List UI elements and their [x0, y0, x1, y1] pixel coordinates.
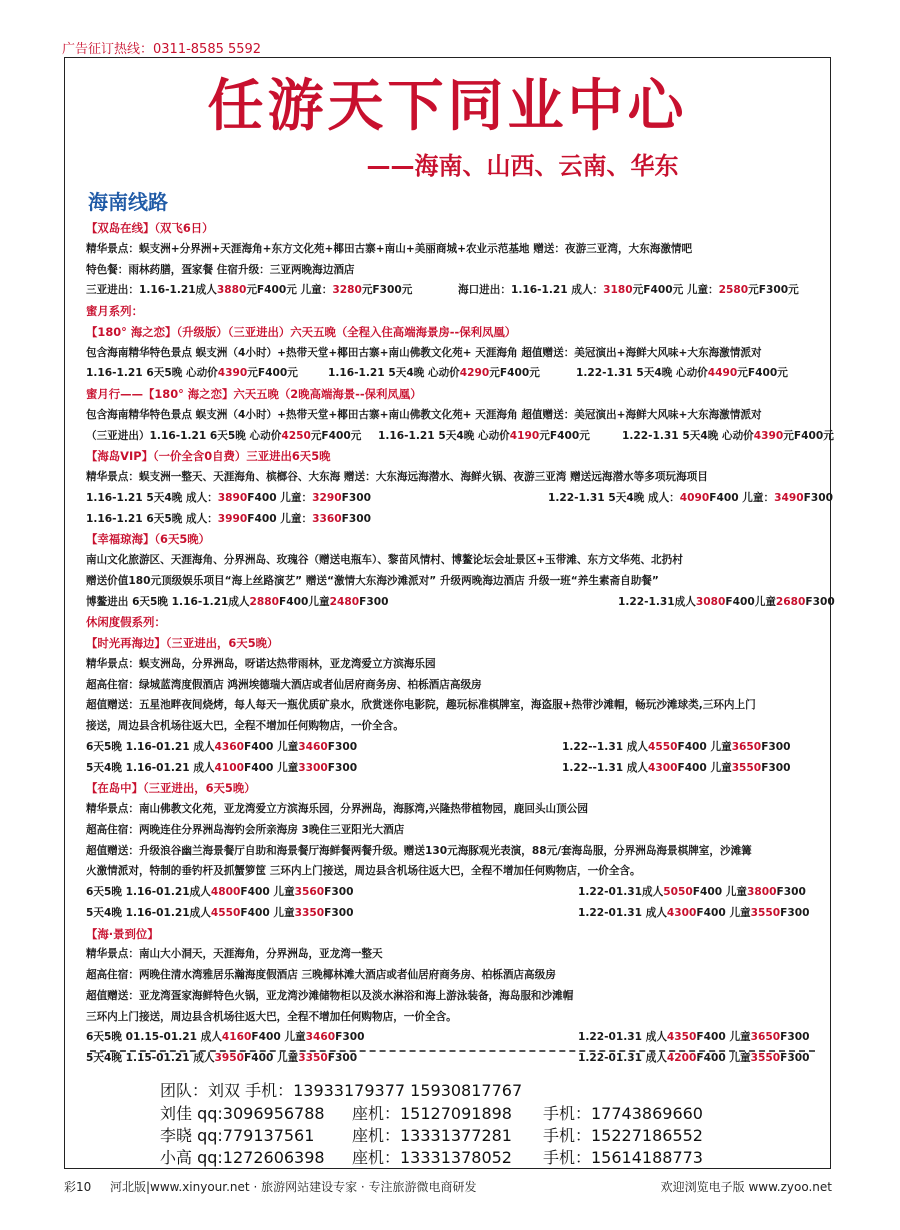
price: 4800 — [210, 886, 241, 898]
price: 3280 — [332, 284, 362, 297]
price: 3990 — [217, 512, 248, 525]
price: 4550 — [647, 740, 678, 753]
route-detail — [86, 944, 826, 965]
price: 4100 — [214, 761, 245, 774]
label: 元F400元 — [737, 367, 788, 380]
label: 元F400元 — [489, 367, 540, 380]
text-segment — [86, 882, 353, 903]
price: 2480 — [329, 595, 360, 608]
route-detail — [86, 675, 826, 696]
label: 1.22-01.31 成人 — [578, 1031, 667, 1044]
route-detail — [86, 405, 826, 426]
contact-qq: 小高 qq:1272606398 — [160, 1148, 325, 1167]
text-segment — [86, 1007, 457, 1028]
label: 1.22-1.31 5天4晚 心动价 — [576, 367, 708, 380]
text-segment — [86, 758, 357, 779]
label: F400 儿童 — [696, 1031, 751, 1044]
contact-landline: 座机：13331377281 — [352, 1126, 512, 1145]
route-detail — [86, 1007, 826, 1028]
label: F400 儿童 — [240, 906, 295, 919]
text-segment — [86, 260, 355, 281]
label: F300 — [780, 1031, 810, 1044]
route-detail — [86, 965, 826, 986]
text-segment — [86, 716, 404, 737]
label: F300 — [780, 906, 810, 919]
price: 4160 — [221, 1031, 252, 1044]
label: F300 — [803, 491, 833, 504]
label: 1.22--1.31 成人 — [562, 761, 648, 774]
label: （三亚进出）1.16-1.21 6天5晚 心动价 — [86, 429, 282, 442]
label: 蜜月行——【180° 海之恋】六天五晚（2晚高端海景--保利凤凰） — [86, 387, 422, 401]
label: F300 — [359, 595, 389, 608]
label: 元F400元 — [247, 367, 298, 380]
label: F400 儿童 — [696, 1052, 751, 1064]
text-segment — [86, 820, 404, 841]
text-segment — [86, 986, 573, 1007]
label: 精华景点：南山大小洞天，天涯海角，分界洲岛，亚龙湾一整天 — [86, 948, 383, 961]
label: F300 — [341, 512, 371, 525]
contact-qq: 李晓 qq:779137561 — [160, 1126, 315, 1145]
price: 3890 — [217, 491, 248, 504]
text-segment — [86, 239, 692, 260]
label: 特色餐：雨林药膳，疍家餐 住宿升级：三亚两晚海边酒店 — [86, 263, 355, 276]
route-detail — [86, 758, 826, 779]
text-segment — [578, 1027, 810, 1048]
text-segment — [328, 363, 540, 384]
label: 火激情派对，特制的垂钓杆及抓蟹箩筐 三环内上门接送，周边县含机场往返大巴，全程不增加任何购物店，一价全含。 — [86, 865, 641, 878]
label: F400 儿童 — [251, 1031, 306, 1044]
route-heading — [86, 322, 826, 343]
text-segment — [86, 924, 159, 945]
page-subtitle: ——海南、山西、云南、华东 — [366, 152, 679, 180]
label: F400 儿童 — [240, 886, 295, 898]
text-segment — [86, 467, 708, 488]
price: 3300 — [298, 761, 328, 774]
label: F400 儿童 — [692, 886, 747, 898]
label: 【海·景到位】 — [86, 926, 159, 941]
route-detail — [86, 488, 833, 509]
label: 超高住宿：两晚连住分界洲岛海钓会所亲海房 3晚住三亚阳光大酒店 — [86, 823, 405, 836]
text-segment — [622, 426, 834, 447]
route-detail — [86, 363, 826, 384]
text-segment — [86, 592, 388, 613]
route-detail — [86, 550, 826, 571]
label: 博鳌进出 6天5晚 1.16-1.21成人 — [86, 595, 250, 608]
text-segment — [86, 965, 556, 986]
label: 5天4晚 1.16-01.21 成人 — [86, 761, 215, 774]
label: 精华景点：南山佛教文化苑，亚龙湾爱立方滨海乐园，分界洲岛，海豚湾,兴隆热带植物园，鹿回头山顶公园 — [86, 803, 588, 815]
label: F400 儿童 — [244, 740, 299, 753]
route-detail — [86, 239, 826, 260]
text-segment — [562, 737, 791, 758]
page-title: 任游天下同业中心 — [207, 73, 688, 139]
price: 2680 — [775, 595, 806, 608]
label: F300 — [776, 886, 806, 898]
price: 3290 — [312, 491, 342, 504]
price: 5050 — [663, 886, 693, 898]
text-segment — [86, 903, 353, 924]
text-segment — [86, 944, 383, 965]
price: 3550 — [731, 761, 762, 774]
label: 1.16-1.21 6天5晚 成人： — [86, 512, 218, 525]
label: F300 — [327, 740, 358, 753]
contact-mobile: 手机：17743869660 — [543, 1104, 703, 1123]
route-detail — [86, 695, 826, 716]
route-detail — [86, 260, 826, 281]
label: 精华景点：蜈支洲一整天、天涯海角、槟榔谷、大东海 赠送：大东海远海潜水、海鲜火锅、夜游三亚湾 赠送远海潜水等多项玩海项目 — [86, 471, 708, 483]
label: 精华景点：蜈支洲岛，分界洲岛，呀诺达热带雨林，亚龙湾爱立方滨海乐园 — [86, 657, 436, 670]
route-heading — [86, 612, 826, 633]
label: 超高住宿：两晚住清水湾雅居乐瀚海度假酒店 三晚椰林滩大酒店或者仙居府商务房、柏栎酒店高级房 — [86, 969, 556, 981]
label: 5天4晚 1.15-01.21 成人 — [86, 1052, 215, 1064]
price: 4300 — [647, 761, 678, 774]
route-heading — [86, 633, 826, 654]
text-segment — [86, 509, 371, 530]
label: F400儿童 — [725, 595, 776, 608]
label: 南山文化旅游区、天涯海角、分界洲岛、玫瑰谷（赠送电瓶车）、黎苗风情村、博鳌论坛会址景区+玉带滩、东方文华苑、北扔村 — [86, 554, 683, 566]
price: 3950 — [214, 1052, 245, 1064]
label: 超高住宿：绿城蓝湾度假酒店 鸿洲埃德瑞大酒店或者仙居府商务房、柏栎酒店高级房 — [86, 678, 482, 691]
text-segment — [378, 426, 590, 447]
label: 三亚进出：1.16-1.21成人 — [86, 284, 217, 297]
label: 1.22-01.31 成人 — [578, 1052, 667, 1064]
contact-team: 团队：刘双 手机：13933179377 15930817767 — [160, 1081, 523, 1100]
label: 元F400元 儿童： — [246, 284, 333, 297]
text-segment — [86, 695, 756, 716]
label: 元F400元 — [539, 429, 590, 442]
price: 3460 — [298, 740, 328, 753]
price: 3350 — [298, 1052, 328, 1064]
text-segment — [86, 1027, 365, 1048]
route-heading — [86, 384, 826, 405]
label: 【双岛在线】（双飞6日） — [86, 221, 214, 235]
price: 3360 — [312, 512, 342, 525]
text-segment — [86, 363, 298, 384]
route-detail — [86, 903, 826, 924]
route-heading — [86, 778, 826, 799]
route-detail — [86, 654, 826, 675]
label: F300 — [805, 595, 835, 608]
route-detail — [86, 426, 834, 447]
label: 超值赠送：亚龙湾疍家海鲜特色火锅，亚龙湾沙滩储物柜以及淡水淋浴和海上游泳装备，海岛服和沙滩帽 — [86, 989, 574, 1002]
text-segment — [86, 384, 422, 405]
text-segment — [562, 758, 791, 779]
text-segment — [548, 488, 833, 509]
price: 2880 — [249, 595, 280, 608]
label: 包含海南精华特色景点 蜈支洲（4小时）+热带天堂+椰田古寨+南山佛教文化苑+ 天涯海角 超值赠送：美冠演出+海鲜大风味+大东海激情派对 — [86, 408, 762, 421]
label: 1.22-1.31 5天4晚 心动价 — [622, 429, 754, 442]
text-segment — [86, 571, 659, 592]
route-detail — [86, 467, 826, 488]
label: 1.22-01.31成人 — [578, 886, 664, 898]
route-detail — [86, 571, 826, 592]
text-segment — [458, 280, 799, 301]
divider — [90, 1050, 815, 1052]
label: 5天4晚 1.16-01.21成人 — [86, 906, 211, 919]
text-segment — [86, 405, 762, 426]
label: 6天5晚 01.15-01.21 成人 — [86, 1031, 222, 1044]
label: F400 儿童 — [244, 761, 299, 774]
price: 2580 — [718, 284, 749, 297]
label: F400儿童 — [279, 595, 330, 608]
route-detail — [86, 343, 826, 364]
label: F300 — [324, 886, 354, 898]
text-segment — [86, 612, 166, 633]
text-segment — [86, 446, 331, 467]
contact-landline: 座机：15127091898 — [352, 1104, 512, 1123]
text-segment — [86, 633, 278, 654]
contact-landline: 座机：13331378052 — [352, 1148, 512, 1167]
route-detail — [86, 716, 826, 737]
price: 3560 — [294, 886, 325, 898]
label: 1.16-1.21 5天4晚 心动价 — [328, 367, 460, 380]
route-heading — [86, 446, 826, 467]
label: 6天5晚 1.16-01.21 成人 — [86, 740, 215, 753]
label: F400 儿童： — [247, 512, 313, 525]
label: 元F400元 儿童： — [632, 284, 719, 297]
label: 元F300元 — [748, 284, 799, 297]
route-heading — [86, 529, 826, 550]
label: F300 — [341, 491, 371, 504]
text-segment — [86, 218, 214, 239]
label: F400 儿童 — [677, 761, 732, 774]
label: 1.22-01.31 成人 — [578, 906, 667, 919]
label: F400 儿童 — [677, 740, 732, 753]
price: 4290 — [459, 367, 490, 380]
label: F300 — [780, 1052, 810, 1064]
label: F300 — [327, 1052, 358, 1064]
label: 超值赠送：升级浪谷幽兰海景餐厅自助和海景餐厅海鲜餐两餐升级。赠送130元海豚观光表演，88元/套海岛服，分界洲岛海景棋牌室，沙滩篝 — [86, 844, 752, 857]
route-detail — [86, 861, 826, 882]
label: 【时光再海边】（三亚进出，6天5晚） — [86, 636, 279, 650]
label: F400 儿童 — [696, 906, 751, 919]
text-segment — [578, 882, 806, 903]
label: 休闲度假系列： — [86, 615, 166, 630]
route-detail — [86, 841, 826, 862]
label: F400 儿童： — [709, 491, 775, 504]
label: F400 儿童： — [247, 491, 313, 504]
price: 3880 — [216, 284, 247, 297]
label: 1.22-1.31成人 — [618, 595, 696, 608]
route-detail — [86, 882, 826, 903]
label: F300 — [327, 761, 358, 774]
price: 4390 — [753, 429, 784, 442]
price: 3490 — [774, 491, 804, 504]
label: 【海岛VIP】（一价全含0自费）三亚进出6天5晚 — [86, 449, 331, 464]
text-segment — [86, 322, 516, 343]
price: 4390 — [217, 367, 248, 380]
footer-edition: 河北版|www.xinyour.net · 旅游网站建设专家 · 专注旅游微电商研发 — [110, 1180, 477, 1194]
route-heading — [86, 924, 826, 945]
price: 3650 — [731, 740, 762, 753]
route-detail — [86, 1027, 826, 1048]
section-heading-hainan: 海南线路 — [88, 190, 168, 214]
label: 1.22-1.31 5天4晚 成人： — [548, 491, 680, 504]
text-segment — [86, 654, 436, 675]
route-detail — [86, 820, 826, 841]
label: 6天5晚 1.16-01.21成人 — [86, 886, 211, 898]
ad-hotline: 广告征订热线：0311-8585 5592 — [62, 42, 262, 57]
price: 4350 — [666, 1031, 697, 1044]
text-segment — [578, 903, 810, 924]
route-detail — [86, 737, 826, 758]
text-segment — [86, 841, 752, 862]
contact-qq: 刘佳 qq:3096956788 — [160, 1104, 325, 1123]
route-heading — [86, 218, 826, 239]
label: 元F400元 — [310, 429, 362, 442]
label: 元F300元 — [361, 284, 413, 297]
label: 【在岛中】（三亚进出，6天5晚） — [86, 781, 256, 796]
price: 3180 — [603, 284, 633, 297]
price: 3550 — [750, 906, 781, 919]
contact-mobile: 手机：15614188773 — [543, 1148, 703, 1167]
label: F300 — [324, 906, 354, 919]
text-segment — [618, 592, 835, 613]
label: 【180° 海之恋】（升级版）（三亚进出）六天五晚（全程入住高端海景房--保利凤凰） — [86, 324, 517, 339]
route-detail — [86, 799, 826, 820]
price: 4250 — [281, 429, 311, 442]
text-segment — [576, 363, 788, 384]
price: 3650 — [750, 1031, 781, 1044]
price: 4360 — [214, 740, 245, 753]
route-detail — [86, 986, 826, 1007]
footer-page-number: 彩10 — [64, 1180, 92, 1194]
label: 包含海南精华特色景点 蜈支洲（4小时）+热带天堂+椰田古寨+南山佛教文化苑+ 天涯海角 超值赠送：美冠演出+海鲜大风味+大东海激情派对 — [86, 346, 762, 359]
price: 4090 — [679, 491, 710, 504]
text-segment — [86, 799, 588, 820]
price: 4190 — [509, 429, 540, 442]
price: 4200 — [666, 1052, 697, 1064]
text-segment — [86, 529, 210, 550]
text-segment — [86, 550, 683, 571]
text-segment — [86, 280, 412, 301]
price: 3460 — [305, 1031, 336, 1044]
label: 海口进出：1.16-1.21 成人： — [458, 284, 604, 297]
route-detail — [86, 592, 835, 613]
route-detail — [86, 509, 826, 530]
price: 3080 — [695, 595, 726, 608]
text-segment — [86, 488, 371, 509]
label: 超值赠送：五星池畔夜间烧烤，每人每天一瓶优质矿泉水，欣赏迷你电影院，趣玩标准棋牌室，海盗服+热带沙滩帽，畅玩沙滩球类,三环内上门 — [86, 699, 756, 712]
label: 赠送价值180元顶级娱乐项目“海上丝路演艺” 赠送“激情大东海沙滩派对” 升级两晚海边酒店 升级一班“养生素斋自助餐” — [86, 574, 659, 587]
text-segment — [86, 861, 641, 882]
label: 元F400元 — [783, 429, 834, 442]
label: 三环内上门接送，周边县含机场往返大巴，全程不增加任何购物店，一价全含。 — [86, 1010, 457, 1023]
text-segment — [86, 778, 256, 799]
price: 3350 — [294, 906, 325, 919]
label: F400 儿童 — [244, 1052, 299, 1064]
text-segment — [86, 301, 143, 322]
label: 1.22--1.31 成人 — [562, 740, 648, 753]
label: 1.16-1.21 6天5晚 心动价 — [86, 367, 218, 380]
contact-mobile: 手机：15227186552 — [543, 1126, 703, 1145]
price: 3550 — [750, 1052, 781, 1064]
label: 接送，周边县含机场往返大巴，全程不增加任何购物店，一价全含。 — [86, 720, 404, 732]
text-segment — [86, 343, 762, 364]
price: 4490 — [707, 367, 738, 380]
price: 3800 — [746, 886, 777, 898]
price: 4300 — [666, 906, 697, 919]
label: 蜜月系列： — [86, 304, 143, 318]
label: 1.16-1.21 5天4晚 成人： — [86, 491, 218, 504]
label: F300 — [761, 740, 791, 753]
label: 【幸福琼海】（6天5晚） — [86, 532, 211, 547]
label: 1.16-1.21 5天4晚 心动价 — [378, 429, 510, 442]
text-segment — [86, 426, 361, 447]
price: 4550 — [210, 906, 241, 919]
route-heading — [86, 301, 826, 322]
text-segment — [86, 675, 482, 696]
label: F300 — [761, 761, 791, 774]
route-listing — [86, 218, 835, 1069]
label: F300 — [335, 1031, 365, 1044]
footer-website[interactable]: 欢迎浏览电子版 www.zyoo.net — [660, 1180, 832, 1194]
route-detail — [86, 280, 826, 301]
label: 精华景点：蜈支洲+分界洲+天涯海角+东方文化苑+椰田古寨+南山+美丽商城+农业示范基地 赠送：夜游三亚湾，大东海激情吧 — [86, 242, 693, 255]
text-segment — [86, 737, 357, 758]
